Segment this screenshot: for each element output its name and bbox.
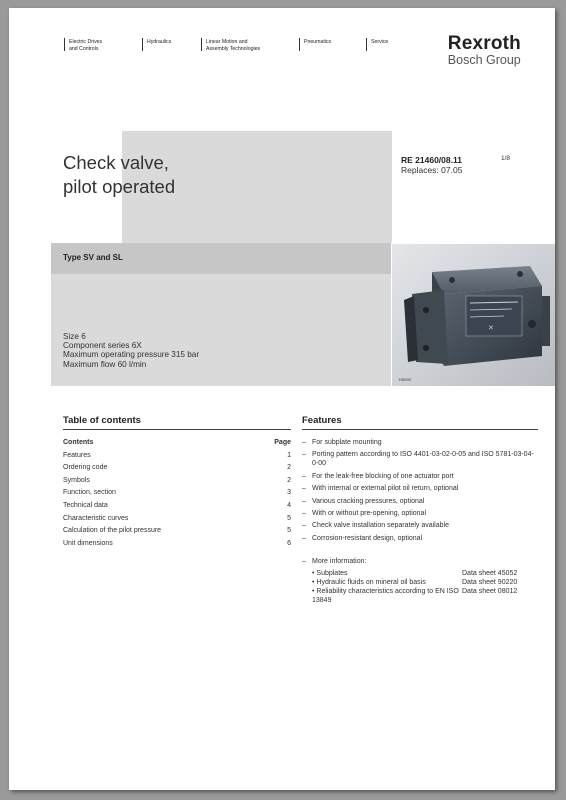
- ref-sheet: Data sheet 08012: [462, 588, 518, 596]
- features-list: [302, 438, 538, 605]
- ref-sheet: Data sheet 45052: [462, 570, 518, 578]
- toc-row[interactable]: [63, 450, 291, 463]
- toc-table: [63, 437, 291, 550]
- datasheet-page: [9, 8, 555, 790]
- features-heading: Features: [302, 415, 342, 426]
- ref-label: Hydraulic fluids on mineral oil basis: [316, 579, 426, 587]
- feature-item: – Various cracking pressures, optional: [302, 497, 425, 505]
- nav-label: Electric Drives and Controls: [69, 39, 103, 52]
- toc-row[interactable]: [63, 487, 291, 500]
- ref-label: Subplates: [316, 570, 348, 578]
- feature-item: – With or without pre-opening, optional: [302, 509, 427, 517]
- feature-item: – With internal or external pilot oil return, optional: [302, 485, 459, 493]
- page-number: 1/8: [501, 155, 511, 162]
- spec-size: Size 6: [63, 332, 86, 341]
- feature-text: Check valve installation separately available: [312, 522, 449, 530]
- toc-label: Features: [63, 451, 91, 459]
- toc-row[interactable]: [63, 525, 291, 538]
- product-photo: [392, 244, 555, 386]
- feature-item: – Check valve installation separately available: [302, 522, 449, 530]
- toc-col-page: Page: [274, 439, 291, 446]
- svg-text:✕: ✕: [488, 325, 494, 332]
- toc-heading: Table of contents: [63, 415, 141, 426]
- toc-label: Technical data: [63, 501, 108, 509]
- nav-service[interactable]: [366, 38, 388, 51]
- nav-label: Linear Motion and Assembly Technologies: [206, 39, 261, 52]
- nav-hydraulics[interactable]: [142, 38, 171, 51]
- check-valve-image: [392, 244, 555, 386]
- ref-row[interactable]: • Subplates Data sheet 45052: [302, 569, 538, 578]
- spec-series: Component series 6X: [63, 341, 142, 351]
- feature-item: – Corrosion-resistant design, optional: [302, 534, 423, 542]
- ref-row[interactable]: • Hydraulic fluids on mineral oil basis Data sheet 90220: [302, 578, 538, 587]
- info-band: [51, 274, 391, 386]
- toc-page: 4: [287, 501, 291, 509]
- toc-divider: [63, 429, 291, 430]
- features-divider: [302, 429, 538, 430]
- toc-page: 3: [287, 489, 291, 497]
- spec-pressure: Maximum operating pressure 315 bar: [63, 350, 200, 360]
- nav-electric-drives[interactable]: [64, 38, 102, 51]
- feature-text: With internal or external pilot oil return, optional: [312, 485, 459, 493]
- more-info-text: More information:: [312, 557, 367, 565]
- nav-linear-motion[interactable]: [201, 38, 260, 51]
- toc-row[interactable]: [63, 538, 291, 551]
- ref-label: Reliability characteristics according to EN ISO 13849: [312, 588, 459, 605]
- more-info-label: – More information:: [302, 557, 367, 565]
- doc-title: Check valve, pilot operated: [63, 152, 176, 197]
- spec-list: [63, 332, 199, 369]
- toc-label: Calculation of the pilot pressure: [63, 527, 162, 535]
- toc-row[interactable]: [63, 462, 291, 475]
- toc-label: Function, section: [63, 489, 116, 497]
- toc-row[interactable]: [63, 513, 291, 526]
- toc-page: 1: [287, 451, 291, 459]
- nav-pneumatics[interactable]: [299, 38, 331, 51]
- type-label: Type SV and SL: [63, 253, 123, 262]
- feature-text: For the leak-free blocking of one actuator port: [312, 472, 454, 480]
- toc-col-contents: Contents: [63, 439, 94, 446]
- nav-label: Service: [371, 39, 389, 45]
- feature-item: – For subplate mounting: [302, 439, 382, 446]
- feature-text: For subplate mounting: [312, 439, 382, 446]
- feature-text: Various cracking pressures, optional: [312, 497, 425, 505]
- toc-page: 6: [287, 539, 291, 547]
- toc-label: Characteristic curves: [63, 514, 129, 522]
- ref-row[interactable]: • Reliability characteristics according to EN ISO 13849 Data sheet 08012: [302, 587, 538, 605]
- feature-item: – For the leak-free blocking of one actuator port: [302, 472, 454, 480]
- toc-row[interactable]: [63, 475, 291, 488]
- toc-page: 5: [287, 514, 291, 522]
- toc-page: 5: [287, 527, 291, 535]
- brand-name: Rexroth: [447, 33, 521, 54]
- re-number: RE 21460/08.11: [401, 155, 462, 165]
- feature-text: Porting pattern according to ISO 4401-03-02-0-05 and ISO 5781-03-04-0-00: [312, 451, 534, 468]
- brand-logo: [448, 34, 521, 67]
- feature-text: Corrosion-resistant design, optional: [312, 534, 423, 542]
- toc-page: 2: [287, 476, 291, 484]
- feature-text: With or without pre-opening, optional: [312, 509, 427, 517]
- replaces-note: Replaces: 07.05: [401, 165, 463, 175]
- toc-header-row: [63, 437, 291, 450]
- toc-row[interactable]: [63, 500, 291, 513]
- photo-code: H5090: [399, 377, 411, 382]
- nav-label: Hydraulics: [147, 39, 172, 45]
- toc-label: Symbols: [63, 476, 90, 484]
- toc-page: 2: [287, 464, 291, 472]
- spec-flow: Maximum flow 60 l/min: [63, 359, 147, 369]
- toc-label: Unit dimensions: [63, 539, 113, 547]
- nav-label: Pneumatics: [304, 39, 332, 45]
- feature-item: – Porting pattern according to ISO 4401-03-02-0-05 and ISO 5781-03-04-0-00: [302, 451, 534, 468]
- brand-group: Bosch Group: [447, 53, 521, 67]
- ref-sheet: Data sheet 90220: [462, 579, 518, 587]
- toc-label: Ordering code: [63, 464, 108, 472]
